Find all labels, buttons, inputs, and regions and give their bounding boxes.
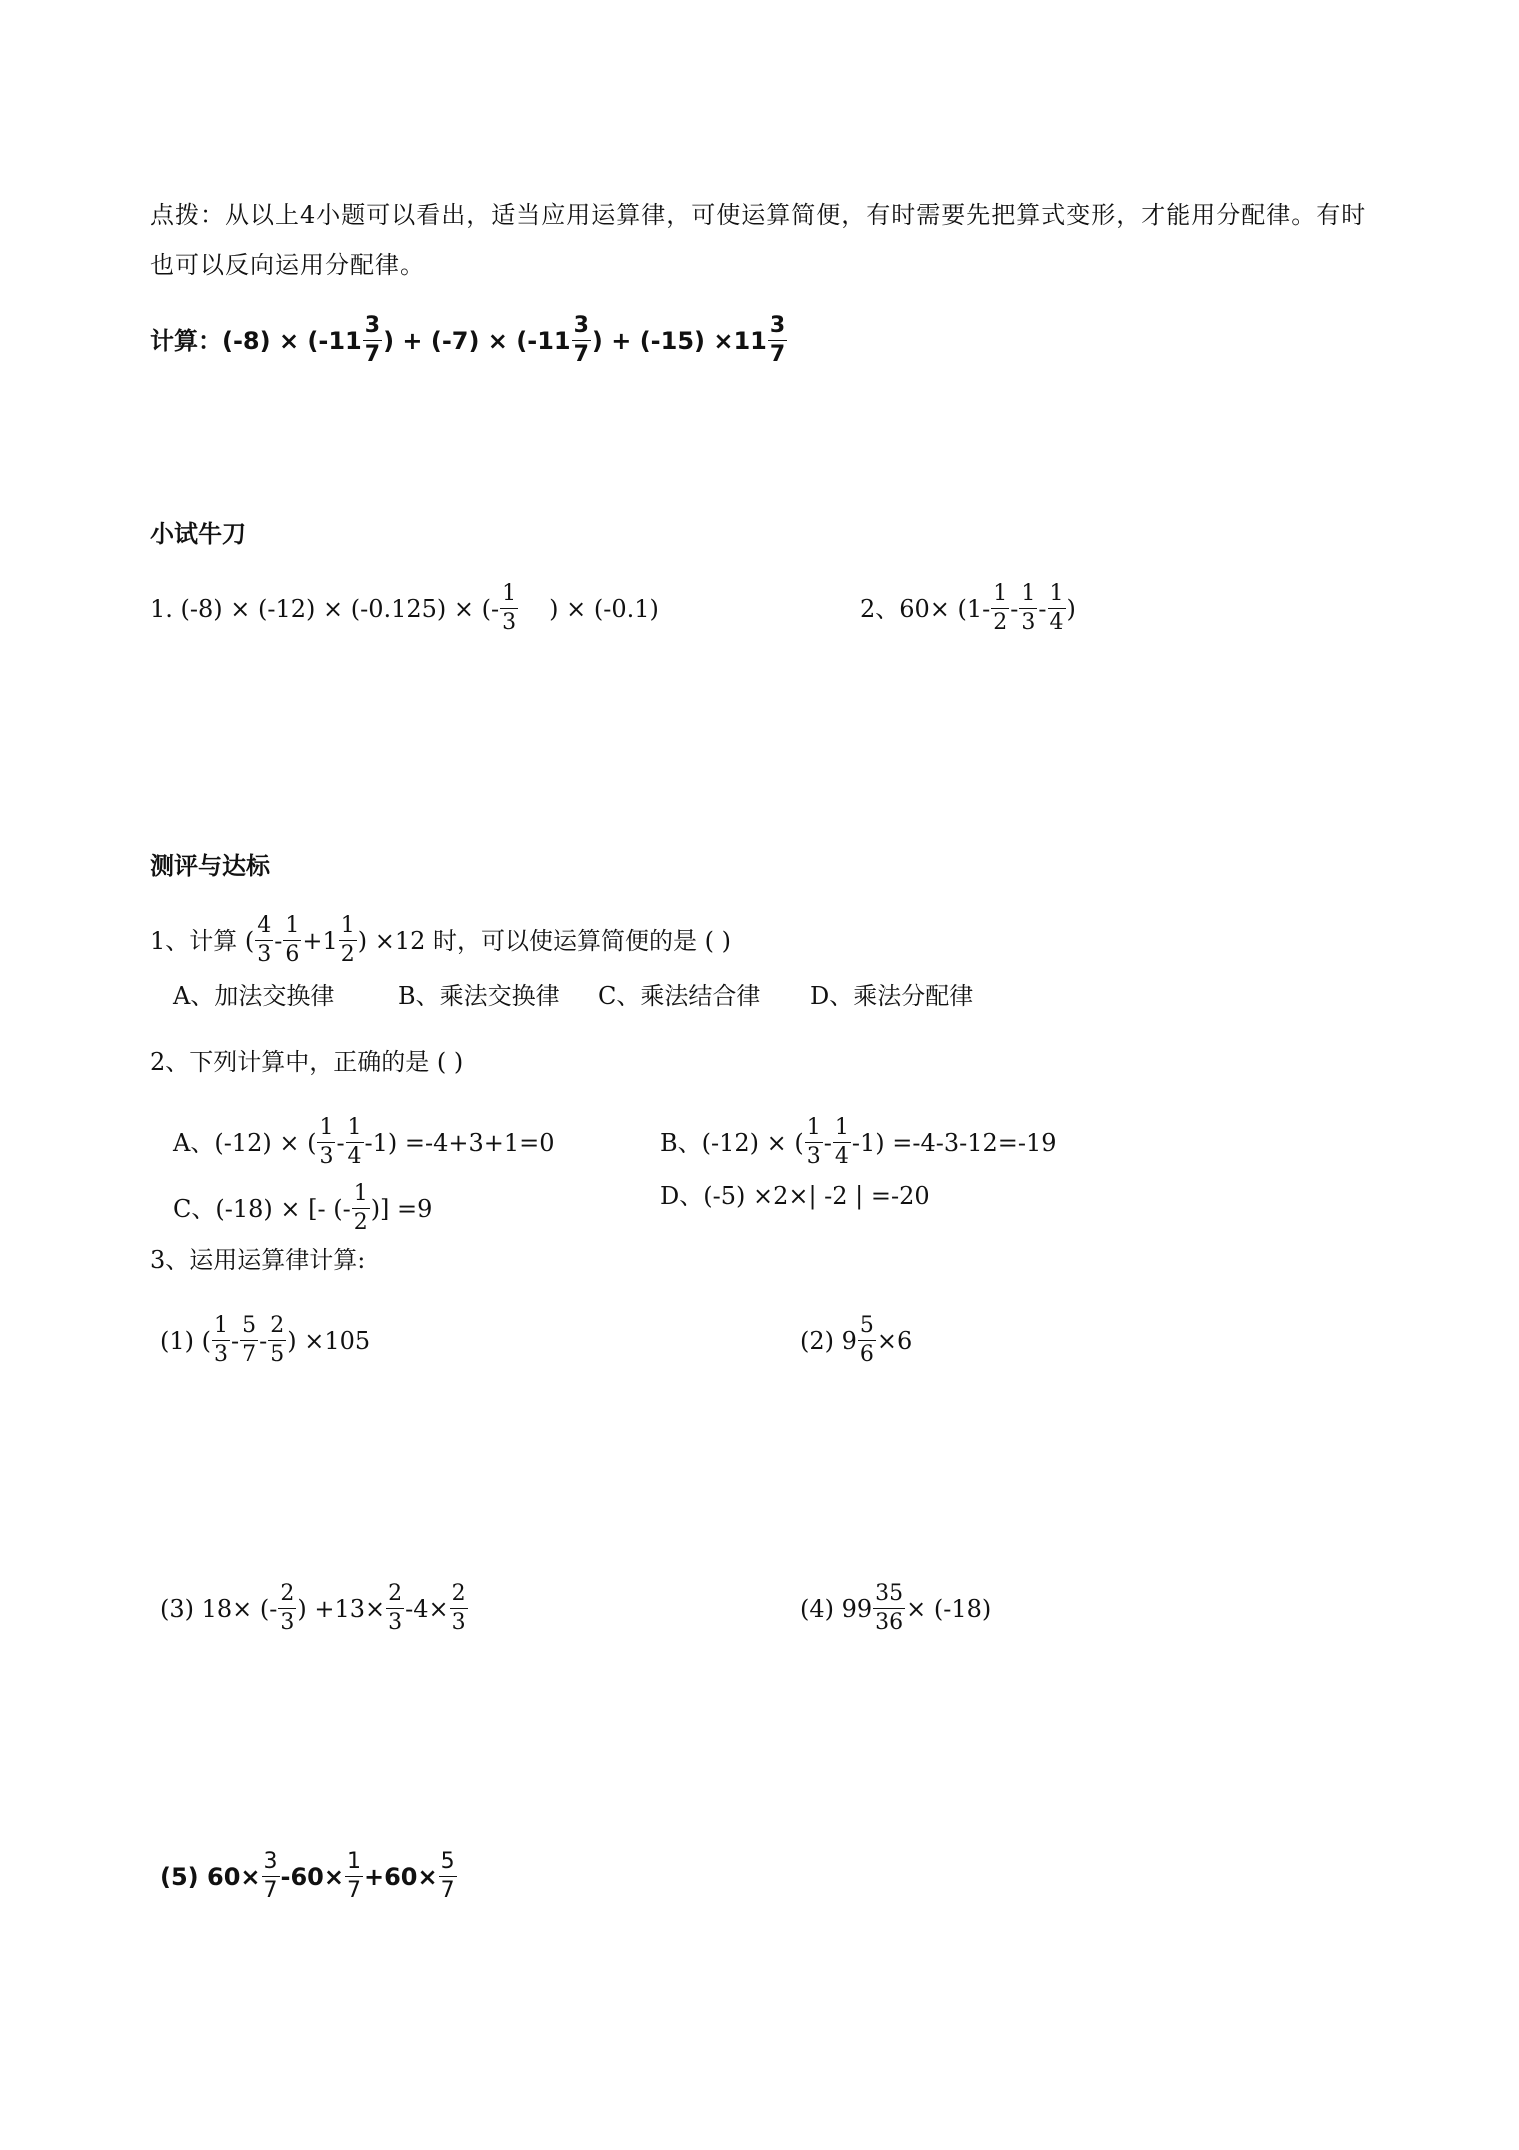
denominator: 7 <box>769 342 786 367</box>
calc-mid1: ) + (-7) × (-11 <box>383 326 571 355</box>
denominator: 3 <box>451 1610 466 1635</box>
numerator: 2 <box>270 1313 285 1338</box>
q1-option-a: A、加法交换律 <box>173 982 335 1010</box>
operator: +1 <box>302 926 338 955</box>
practice-problem-1 <box>150 580 659 637</box>
denominator: 3 <box>502 610 517 635</box>
fraction <box>278 1580 296 1637</box>
numerator: 5 <box>242 1313 257 1338</box>
denominator: 3 <box>319 1144 334 1169</box>
fraction <box>212 1312 230 1369</box>
q1-option-b: B、乘法交换律 <box>398 982 560 1010</box>
fraction <box>450 1580 468 1637</box>
option-text: -1) =-4+3+1=0 <box>364 1128 555 1157</box>
numerator: 2 <box>388 1581 403 1606</box>
fraction <box>346 1114 364 1171</box>
option-text: )] =9 <box>370 1194 433 1223</box>
question-text: ) ×12 时，可以使运算简便的是 ( ) <box>357 926 732 955</box>
denominator: 7 <box>242 1342 257 1367</box>
question-text: 1、计算 ( <box>150 926 255 955</box>
numerator: 1 <box>834 1115 849 1140</box>
fraction <box>833 1114 851 1171</box>
question-2: 2、下列计算中，正确的是 ( ) <box>150 1048 464 1076</box>
exercise-3 <box>160 1580 469 1637</box>
exercise-5 <box>160 1848 458 1905</box>
q2-option-d: D、(-5) ×2×| -2 | =-20 <box>660 1182 930 1210</box>
q1-option-d: D、乘法分配律 <box>810 982 974 1010</box>
fraction <box>240 1312 258 1369</box>
exercise-1 <box>160 1312 370 1369</box>
fraction <box>858 1312 876 1369</box>
denominator: 3 <box>280 1610 295 1635</box>
denominator: 3 <box>1021 610 1036 635</box>
calc-mid2: ) + (-15) ×11 <box>591 326 767 355</box>
denominator: 3 <box>388 1610 403 1635</box>
denominator: 6 <box>285 942 300 967</box>
numerator: 2 <box>451 1581 466 1606</box>
fraction <box>283 912 301 969</box>
fraction <box>352 1180 370 1237</box>
fraction <box>805 1114 823 1171</box>
fraction <box>873 1580 905 1637</box>
denominator: 2 <box>993 610 1008 635</box>
operator: - <box>823 1128 832 1157</box>
exercise-text: (3) 18× (- <box>160 1594 278 1623</box>
denominator: 7 <box>263 1878 278 1903</box>
exercise-text: ×6 <box>876 1326 913 1355</box>
fraction <box>768 312 787 369</box>
denominator: 4 <box>347 1144 362 1169</box>
operator: ) +13× <box>297 1594 386 1623</box>
operator: +60× <box>363 1862 438 1891</box>
operator: -60× <box>280 1862 344 1891</box>
option-text: B、(-12) × ( <box>660 1128 804 1157</box>
numerator: 1 <box>1049 581 1064 606</box>
problem-text: 2、60× (1- <box>860 594 991 623</box>
exercise-text: × (-18) <box>906 1594 992 1623</box>
denominator: 4 <box>834 1144 849 1169</box>
numerator: 4 <box>257 913 272 938</box>
denominator: 36 <box>875 1610 904 1635</box>
question-1 <box>150 912 731 969</box>
numerator: 5 <box>859 1313 874 1338</box>
tip-paragraph: 点拨：从以上4小题可以看出，适当应用运算律，可使运算简便，有时需要先把算式变形，才能用分配律。有时也可以反向运用分配律。 <box>150 201 1367 279</box>
numerator: 1 <box>806 1115 821 1140</box>
exercise-2 <box>800 1312 912 1369</box>
fraction <box>991 580 1009 637</box>
operator: - <box>231 1326 240 1355</box>
operator: - <box>1010 594 1019 623</box>
numerator: 1 <box>319 1115 334 1140</box>
numerator: 2 <box>280 1581 295 1606</box>
operator: - <box>1038 594 1047 623</box>
denominator: 7 <box>573 342 589 367</box>
section-heading-assessment: 测评与达标 <box>150 852 270 880</box>
denominator: 7 <box>346 1878 361 1903</box>
numerator: 1 <box>993 581 1008 606</box>
denominator: 3 <box>214 1342 228 1367</box>
q2-option-a <box>173 1114 555 1171</box>
operator: -4× <box>405 1594 449 1623</box>
fraction <box>255 912 273 969</box>
denominator: 7 <box>440 1878 455 1903</box>
fraction <box>268 1312 286 1369</box>
problem-text: ) <box>1066 594 1076 623</box>
numerator: 3 <box>769 313 786 338</box>
exercise-text: (2) 9 <box>800 1326 857 1355</box>
fraction <box>363 312 382 369</box>
problem-text: ) × (-0.1) <box>549 594 659 623</box>
numerator: 3 <box>573 313 589 338</box>
numerator: 5 <box>440 1849 455 1874</box>
question-3: 3、运用运算律计算: <box>150 1246 366 1274</box>
section-heading-practice: 小试牛刀 <box>150 520 246 548</box>
option-text: -1) =-4-3-12=-19 <box>851 1128 1057 1157</box>
q2-option-b <box>660 1114 1057 1171</box>
numerator: 1 <box>353 1181 368 1206</box>
numerator: 1 <box>346 1849 361 1874</box>
numerator: 1 <box>340 913 355 938</box>
exercise-text: (1) ( <box>160 1326 211 1355</box>
fraction <box>339 912 357 969</box>
operator: - <box>336 1128 345 1157</box>
numerator: 1 <box>1021 581 1036 606</box>
calc-prefix: 计算：(-8) × (-11 <box>150 326 362 355</box>
numerator: 3 <box>364 313 381 338</box>
denominator: 6 <box>859 1342 874 1367</box>
exercise-text: (5) 60× <box>160 1862 261 1891</box>
fraction <box>345 1848 363 1905</box>
exercise-text: (4) 99 <box>800 1594 873 1623</box>
option-text: A、(-12) × ( <box>173 1128 317 1157</box>
q2-option-c <box>173 1180 432 1237</box>
numerator: 35 <box>875 1581 904 1606</box>
problem-text: 1. (-8) × (-12) × (-0.125) × (- <box>150 594 500 623</box>
exercise-4 <box>800 1580 991 1637</box>
fraction <box>572 312 591 369</box>
denominator: 3 <box>806 1144 821 1169</box>
fraction <box>262 1848 280 1905</box>
fraction <box>500 580 518 637</box>
denominator: 2 <box>353 1210 368 1235</box>
fraction <box>317 1114 335 1171</box>
denominator: 5 <box>270 1342 285 1367</box>
denominator: 7 <box>364 342 381 367</box>
denominator: 2 <box>340 942 355 967</box>
denominator: 4 <box>1049 610 1064 635</box>
q1-option-c: C、乘法结合律 <box>598 982 761 1010</box>
exercise-text: ) ×105 <box>287 1326 371 1355</box>
operator: - <box>274 926 283 955</box>
denominator: 3 <box>257 942 272 967</box>
numerator: 3 <box>263 1849 278 1874</box>
numerator: 1 <box>214 1313 228 1338</box>
numerator: 1 <box>285 913 300 938</box>
numerator: 1 <box>502 581 517 606</box>
operator: - <box>259 1326 268 1355</box>
fraction <box>386 1580 404 1637</box>
fraction <box>439 1848 457 1905</box>
numerator: 1 <box>347 1115 362 1140</box>
practice-problem-2 <box>860 580 1076 637</box>
fraction <box>1048 580 1066 637</box>
fraction <box>1019 580 1037 637</box>
option-text: C、(-18) × [- (- <box>173 1194 351 1223</box>
calc-problem <box>150 312 788 369</box>
